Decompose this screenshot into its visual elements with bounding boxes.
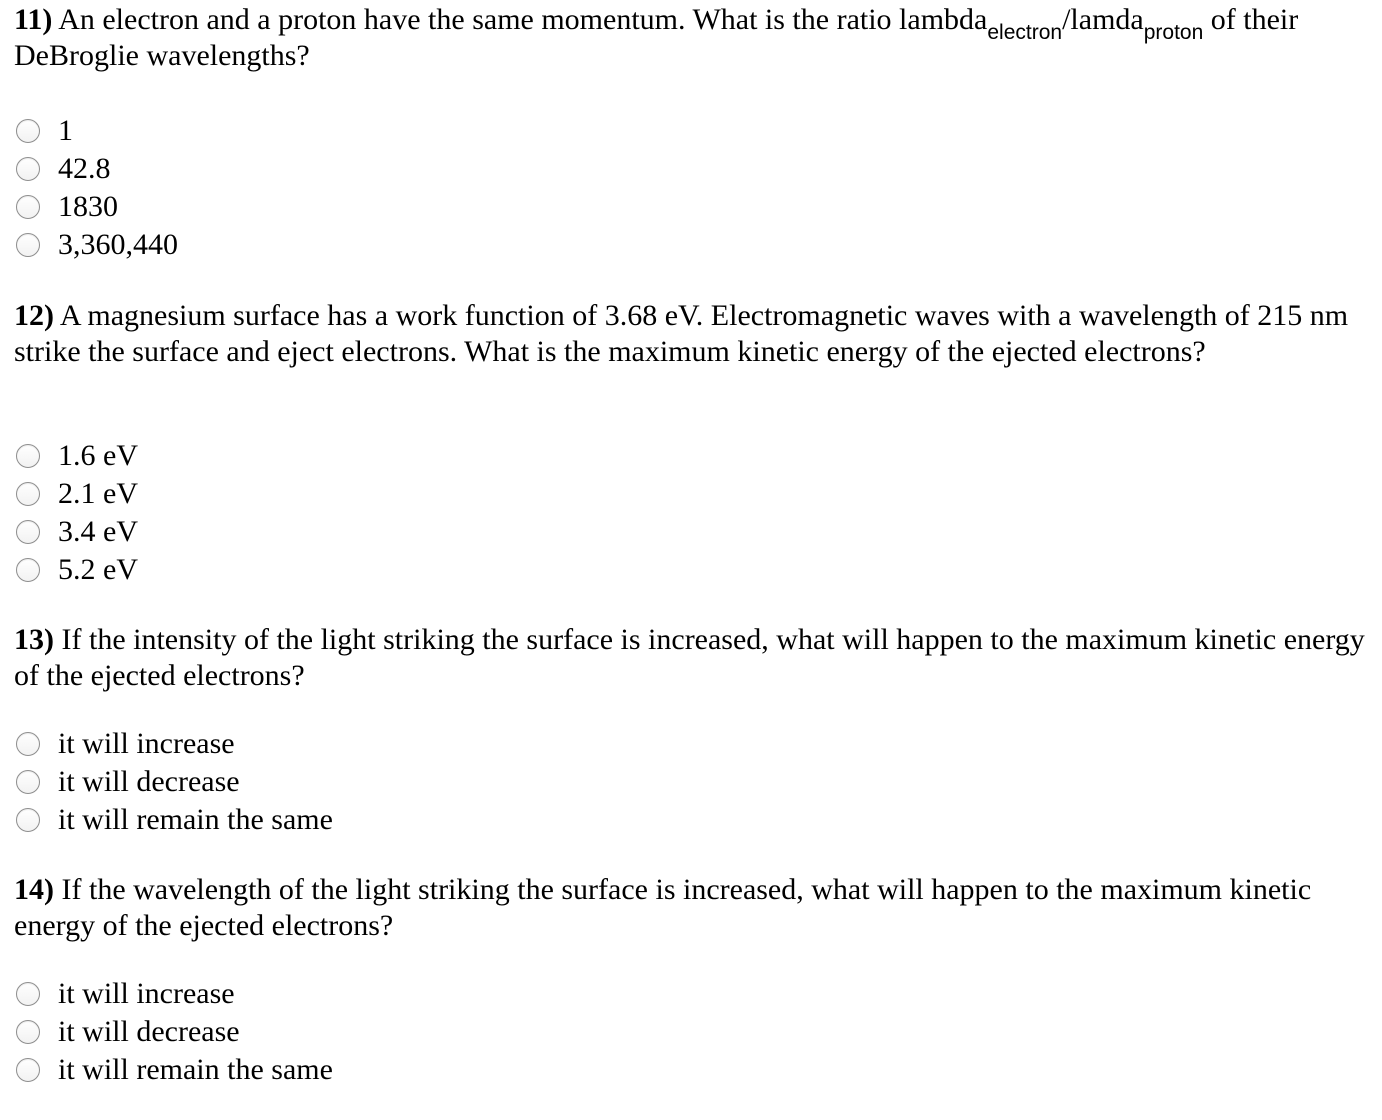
question-12 bbox=[14, 298, 1374, 370]
question-14-options bbox=[16, 975, 333, 1089]
question-13-option-2[interactable] bbox=[16, 763, 333, 801]
question-11-number: 11) bbox=[14, 3, 53, 36]
question-13-option-1[interactable] bbox=[16, 725, 333, 763]
question-14-option-2[interactable] bbox=[16, 1013, 333, 1051]
radio-button[interactable] bbox=[16, 233, 40, 257]
option-label: it will remain the same bbox=[58, 803, 333, 836]
question-13 bbox=[14, 622, 1374, 694]
radio-button[interactable] bbox=[16, 444, 40, 468]
option-label: it will decrease bbox=[58, 1015, 240, 1048]
question-14-text bbox=[14, 872, 1374, 944]
question-11 bbox=[14, 2, 1374, 74]
radio-button[interactable] bbox=[16, 520, 40, 544]
question-12-option-3[interactable] bbox=[16, 513, 138, 551]
question-12-text bbox=[14, 298, 1374, 370]
question-12-body: A magnesium surface has a work function of 3.68 eV. Electromagnetic waves with a wavelength of 215 nm strike the surface and eject electrons. What is the maximum kinetic energy of the ejected electrons? bbox=[14, 299, 1349, 368]
question-11-option-1[interactable] bbox=[16, 112, 178, 150]
question-12-option-1[interactable] bbox=[16, 437, 138, 475]
question-11-option-3[interactable] bbox=[16, 188, 178, 226]
question-11-option-2[interactable] bbox=[16, 150, 178, 188]
question-11-subscript-electron: electron bbox=[987, 21, 1063, 44]
option-label: 1.6 eV bbox=[58, 439, 138, 472]
question-13-option-3[interactable] bbox=[16, 801, 333, 839]
question-12-option-2[interactable] bbox=[16, 475, 138, 513]
question-13-number: 13) bbox=[14, 623, 54, 656]
radio-button[interactable] bbox=[16, 482, 40, 506]
radio-button[interactable] bbox=[16, 558, 40, 582]
question-13-options bbox=[16, 725, 333, 839]
radio-button[interactable] bbox=[16, 195, 40, 219]
question-13-text bbox=[14, 622, 1374, 694]
question-14-body: If the wavelength of the light striking the surface is increased, what will happen to the maximum kinetic energy of the ejected electrons? bbox=[14, 873, 1312, 942]
question-14 bbox=[14, 872, 1374, 944]
option-label: 42.8 bbox=[58, 152, 111, 185]
question-13-body: If the intensity of the light striking the surface is increased, what will happen to the maximum kinetic energy of the ejected electrons? bbox=[14, 623, 1365, 692]
option-label: 3,360,440 bbox=[58, 228, 178, 261]
question-14-option-3[interactable] bbox=[16, 1051, 333, 1089]
radio-button[interactable] bbox=[16, 770, 40, 794]
radio-button[interactable] bbox=[16, 982, 40, 1006]
option-label: it will remain the same bbox=[58, 1053, 333, 1086]
radio-button[interactable] bbox=[16, 119, 40, 143]
question-14-number: 14) bbox=[14, 873, 54, 906]
question-12-number: 12) bbox=[14, 299, 54, 332]
radio-button[interactable] bbox=[16, 808, 40, 832]
option-label: 5.2 eV bbox=[58, 553, 138, 586]
question-14-option-1[interactable] bbox=[16, 975, 333, 1013]
question-12-option-4[interactable] bbox=[16, 551, 138, 589]
question-11-text-after: of their DeBroglie wavelengths? bbox=[14, 3, 1299, 72]
radio-button[interactable] bbox=[16, 732, 40, 756]
radio-button[interactable] bbox=[16, 1058, 40, 1082]
question-11-text-before: An electron and a proton have the same momentum. What is the ratio lambda bbox=[52, 3, 988, 36]
radio-button[interactable] bbox=[16, 157, 40, 181]
option-label: it will increase bbox=[58, 977, 235, 1010]
option-label: 1 bbox=[58, 114, 73, 147]
radio-button[interactable] bbox=[16, 1020, 40, 1044]
question-11-subscript-proton: proton bbox=[1143, 21, 1204, 44]
option-label: 2.1 eV bbox=[58, 477, 138, 510]
question-11-options bbox=[16, 112, 178, 264]
option-label: it will decrease bbox=[58, 765, 240, 798]
question-12-options bbox=[16, 437, 138, 589]
question-11-option-4[interactable] bbox=[16, 226, 178, 264]
option-label: 3.4 eV bbox=[58, 515, 138, 548]
option-label: 1830 bbox=[58, 190, 118, 223]
option-label: it will increase bbox=[58, 727, 235, 760]
question-11-text-middle: /lamda bbox=[1062, 3, 1144, 36]
question-11-text bbox=[14, 2, 1374, 74]
